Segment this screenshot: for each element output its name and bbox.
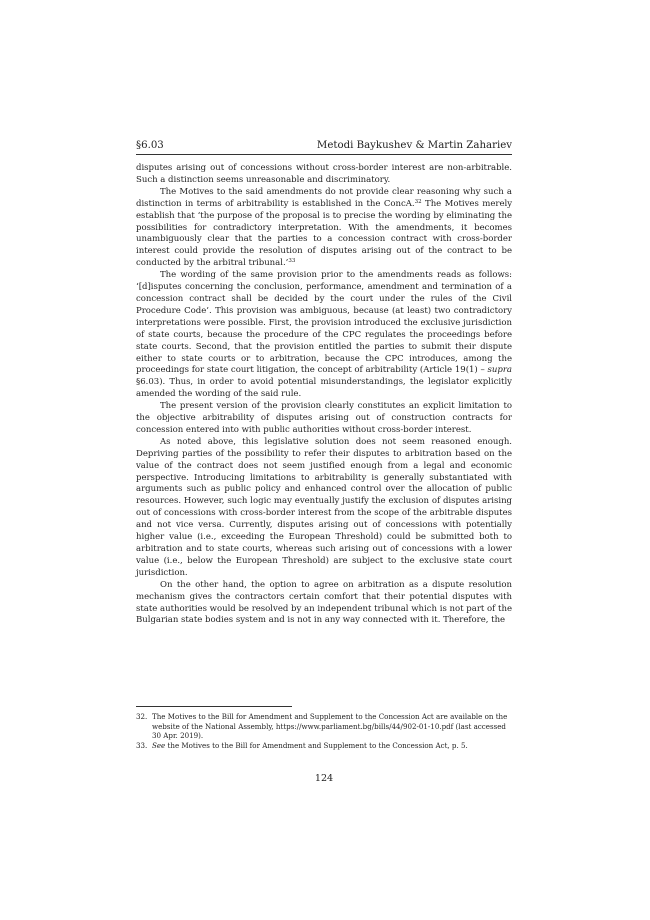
section-number: §6.03: [136, 140, 164, 151]
footnote-separator: [136, 706, 292, 707]
document-page: [136, 0, 512, 920]
paragraph: [136, 580, 512, 628]
text-run: the Motives to the Bill for Amendment and Supplement to the Concession Act, p. 5.: [165, 740, 468, 750]
text-run: On the other hand, the option to agree on arbitration as a dispute resolution mechanism gives the contractors certain comfort that their potential disputes with state authorities would be resolved by an independent tribunal which is not part of the Bulgarian state bodies system and is not in any way connected with it. Therefore, the: [136, 579, 512, 626]
footnote: [136, 741, 512, 751]
footnote-ref: 32: [414, 198, 422, 205]
running-header: [136, 139, 512, 155]
text-run: The Motives to the said amendments do not provide clear reasoning why such a distinction in terms of arbitrability is established in the ConcA.: [136, 186, 512, 209]
footnote-text: [152, 741, 512, 751]
paragraph: [136, 401, 512, 437]
paragraph: [136, 187, 512, 270]
footnote-text: [152, 712, 512, 741]
italic-text: See: [152, 740, 166, 750]
italic-text: supra: [487, 365, 512, 376]
footnote: [136, 712, 512, 741]
text-run: §6.03). Thus, in order to avoid potential misunderstandings, the legislator explicitly amended the wording of the said rule.: [136, 377, 512, 400]
text-run: The Motives to the Bill for Amendment and Supplement to the Concession Act are available on the website of the National Assembly, https://www.parliament.bg/bills/44/902-01-10.pdf (last accessed 30 Apr. 2019).: [152, 712, 508, 741]
body-text: [136, 163, 512, 627]
footnote-number: 33.: [136, 740, 148, 750]
text-run: The Motives merely establish that ‘the purpose of the proposal is to precise the wording by eliminating the possibilities for contradictory interpretation. With the amendments, it becomes unambiguously clear that the parties to a concession contract with cross-border interest could provide the resolution of disputes arising out of the contract to be conducted by the arbitral tribunal.’: [136, 198, 513, 269]
text-run: The present version of the provision clearly constitutes an explicit limitation to the objective arbitrability of disputes arising out of construction contracts for concession entered into with public authorities without cross-border interest.: [136, 401, 512, 435]
authors: Metodi Baykushev & Martin Zahariev: [316, 140, 512, 151]
footnotes: [136, 712, 512, 750]
footnote-number: 32.: [136, 712, 148, 721]
footnote-ref: 33: [288, 258, 296, 265]
text-run: As noted above, this legislative solution does not seem reasoned enough. Depriving parties of the possibility to refer their disputes to arbitration based on the value of the contract does not seem justified enough from a legal and economic perspective. Introducing limitations to arbitrability is generally substantiated with arguments such as public policy and enhanced control over the allocation of public resources. However, such logic may eventually justify the exclusion of disputes arising out of concessions with cross-border interest from the scope of the arbitrable disputes and not vice versa. Currently, disputes arising out of concessions with potentially higher value (i.e., exceeding the European Threshold) could be submitted both to arbitration and to state courts, whereas such arising out of concessions with a lower value (i.e., below the European Threshold) are subject to the exclusive state court jurisdiction.: [136, 436, 512, 578]
page-number: 124: [314, 773, 334, 784]
text-run: The wording of the same provision prior to the amendments reads as follows: ‘[d]isputes concerning the conclusion, performance, amendment and termination of a concession contract shall be decided by the court under the rules of the Civil Procedure Code’. This provision was ambiguous, because (at least) two contradictory interpretations were possible. First, the provision introduced the exclusive jurisdiction of state courts, because the procedure of the CPC regulates the proceedings before state courts. Second, that the provision entitled the parties to submit their dispute either to state courts or to arbitration, because the CPC introduces, among the proceedings for state court litigation, the concept of arbitrability (Article 19(1) –: [136, 270, 512, 376]
text-run: disputes arising out of concessions without cross-border interest are non-arbitrable. Such a distinction seems unreasonable and discriminatory.: [136, 163, 512, 185]
paragraph: [136, 437, 512, 580]
paragraph: [136, 163, 512, 187]
paragraph: [136, 270, 512, 401]
